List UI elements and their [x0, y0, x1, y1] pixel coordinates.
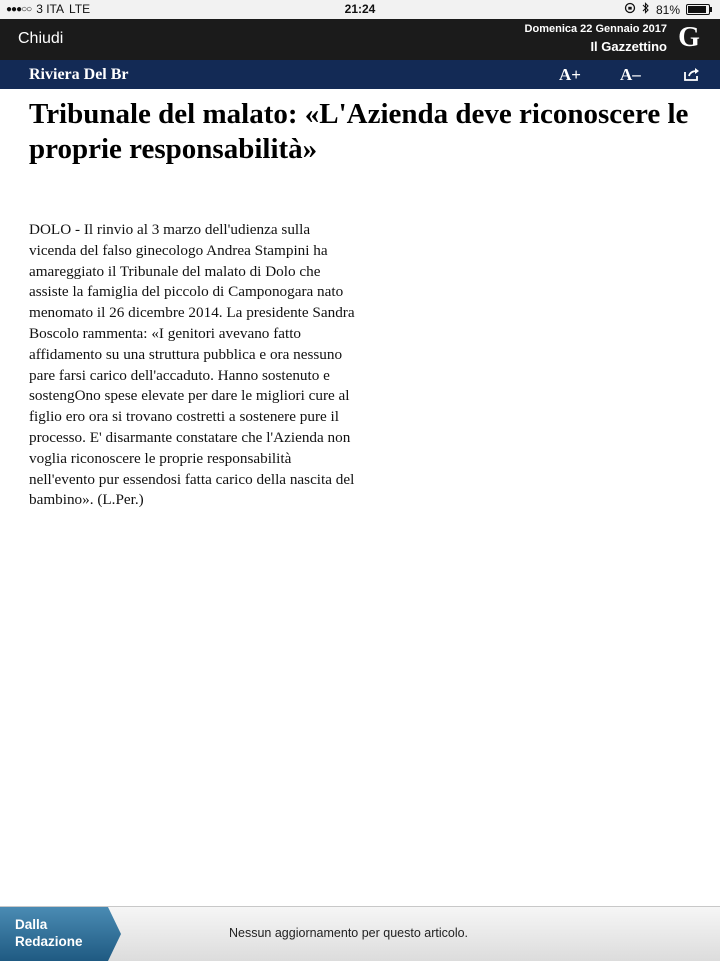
dalla-redazione-label: Dalla Redazione [15, 917, 83, 949]
close-button[interactable]: Chiudi [18, 30, 64, 47]
share-icon[interactable] [683, 66, 701, 82]
section-bar [0, 60, 720, 89]
rotation-lock-icon [624, 2, 636, 17]
carrier-label: 3 ITA [36, 2, 64, 16]
signal-dots-icon: ●●●○○ [6, 3, 32, 15]
bottom-bar [0, 906, 720, 961]
font-decrease-button[interactable]: A– [620, 65, 641, 84]
status-bar [0, 0, 720, 19]
article-title: Tribunale del malato: «L'Azienda deve riconoscere le proprie responsabilità» [29, 98, 689, 165]
update-message: Nessun aggiornamento per questo articolo. [229, 926, 469, 940]
battery-percent: 81% [655, 2, 680, 17]
clock: 21:24 [344, 2, 376, 16]
section-title: Riviera Del Br [29, 66, 129, 83]
dalla-redazione-tab[interactable] [0, 907, 122, 961]
battery-icon [686, 4, 710, 15]
newspaper-name: Il Gazzettino [590, 39, 667, 54]
edition-date: Domenica 22 Gennaio 2017 [524, 23, 667, 35]
font-increase-button[interactable]: A+ [559, 65, 581, 84]
article-body: DOLO - Il rinvio al 3 marzo dell'udienza sulla vicenda del falso ginecologo Andrea Stampini ha amareggiato il Tribunale del malato di Dolo che assiste la famiglia del piccolo di Camponogara nato menomato il 26 dicembre 2014. La presidente Sandra Boscolo rammenta: «I genitori avevano fatto affidamento su una struttura pubblica e ora nessuno pare farsi carico dell'accaduto. Hanno sostenuto e sostengOno spese elevate per dare le migliori cure al figlio ero ora si trovano costretti a sostenere pure il processo. E' disarmante constatare che l'Azienda non voglia riconoscere le proprie responsabilità nell'evento pur essendosi fatta carico della nascita del bambino». (L.Per.) [29, 221, 355, 509]
bluetooth-icon [642, 2, 650, 17]
app-header [0, 19, 720, 60]
gazzettino-logo: G [678, 22, 700, 53]
network-label: LTE [69, 2, 91, 16]
